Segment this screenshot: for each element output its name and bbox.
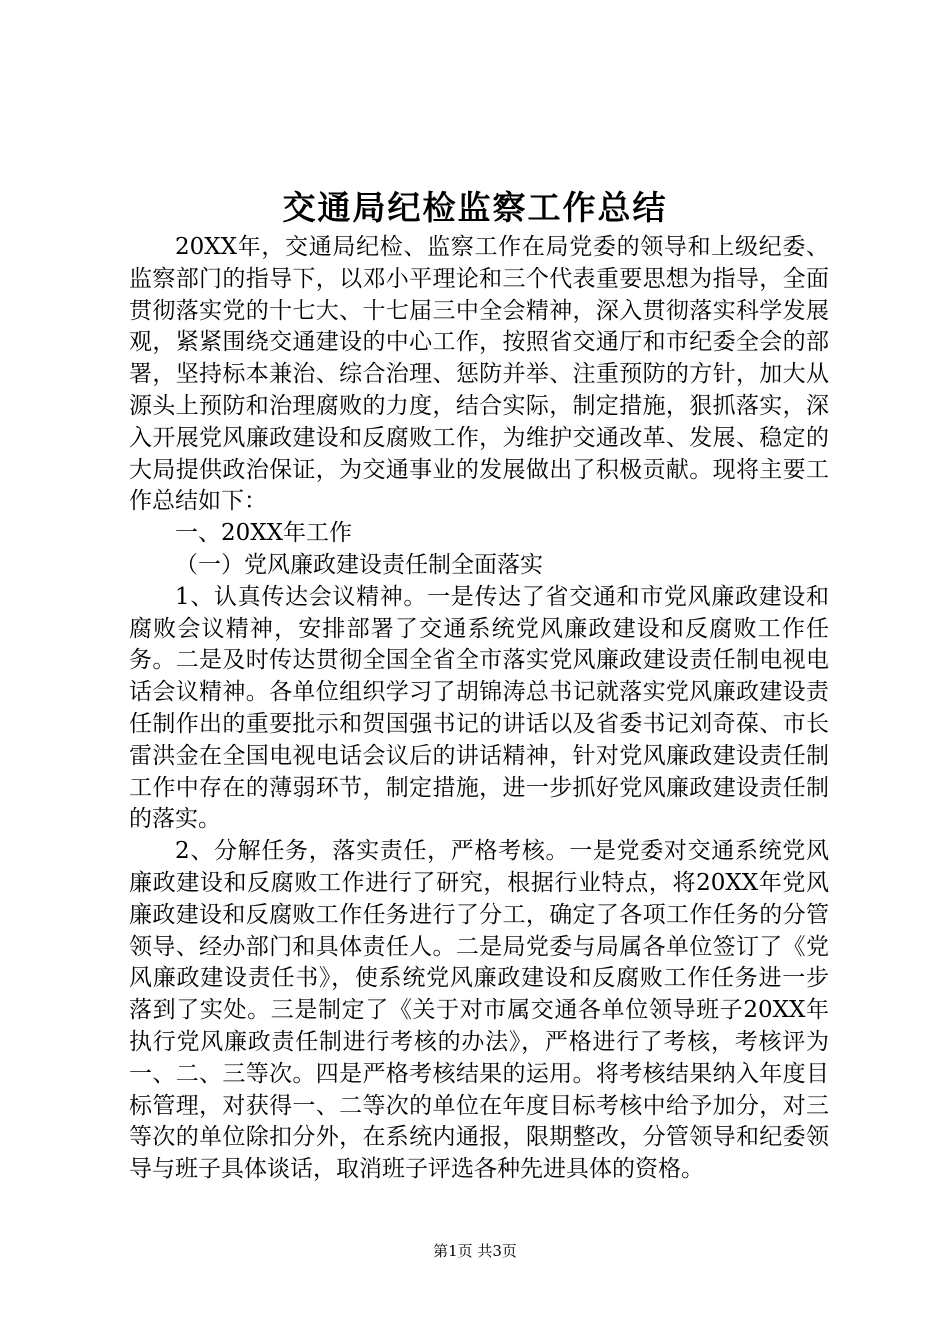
paragraph-item-2: 2、分解任务，落实责任，严格考核。一是党委对交通系统党风廉政建设和反腐败工作进行了研究，根据行业特点，将20XX年党风廉政建设和反腐败工作任务进行了分工，确定了各项工作任务的分管领导、经办部门和具体责任人。二是局党委与局属各单位签订了《党风廉政建设责任书》，使系统党风廉政建设和反腐败工作任务进一步落到了实处。三是制定了《关于对市属交通各单位领导班子20XX年执行党风廉政责任制进行考核的办法》，严格进行了考核，考核评为一、二、三等次。四是严格考核结果的运用。将考核结果纳入年度目标管理，对获得一、二等次的单位在年度目标考核中给予加分，对三等次的单位除扣分外，在系统内通报，限期整改，分管领导和纪委领导与班子具体谈话，取消班子评选各种先进具体的资格。	[129, 838, 829, 1183]
page-number-footer: 第1页 共3页	[433, 1242, 517, 1260]
document-title: 交通局纪检监察工作总结	[282, 188, 668, 227]
document-body	[129, 232, 829, 1186]
paragraph-item-1: 1、认真传达会议精神。一是传达了省交通和市党风廉政建设和腐败会议精神，安排部署了交通系统党风廉政建设和反腐败工作任务。二是及时传达贯彻全国全省全市落实党风廉政建设责任制电视电话会议精神。各单位组织学习了胡锦涛总书记就落实党风廉政建设责任制作出的重要批示和贺国强书记的讲话以及省委书记刘奇葆、市长雷洪金在全国电视电话会议后的讲话精神，针对党风廉政建设责任制工作中存在的薄弱环节，制定措施，进一步抓好党风廉政建设责任制的落实。	[129, 583, 829, 833]
subsection-heading: （一）党风廉政建设责任制全面落实	[175, 551, 543, 578]
section-heading: 一、20XX年工作	[175, 520, 353, 547]
intro-paragraph: 20XX年，交通局纪检、监察工作在局党委的领导和上级纪委、监察部门的指导下，以邓小平理论和三个代表重要思想为指导，全面贯彻落实党的十七大、十七届三中全会精神，深入贯彻落实科学发展观，紧紧围绕交通建设的中心工作，按照省交通厅和市纪委全会的部署，坚持标本兼治、综合治理、惩防并举、注重预防的方针，加大从源头上预防和治理腐败的力度，结合实际，制定措施，狠抓落实，深入开展党风廉政建设和反腐败工作，为维护交通改革、发展、稳定的大局提供政治保证，为交通事业的发展做出了积极贡献。现将主要工作总结如下：	[129, 234, 829, 515]
